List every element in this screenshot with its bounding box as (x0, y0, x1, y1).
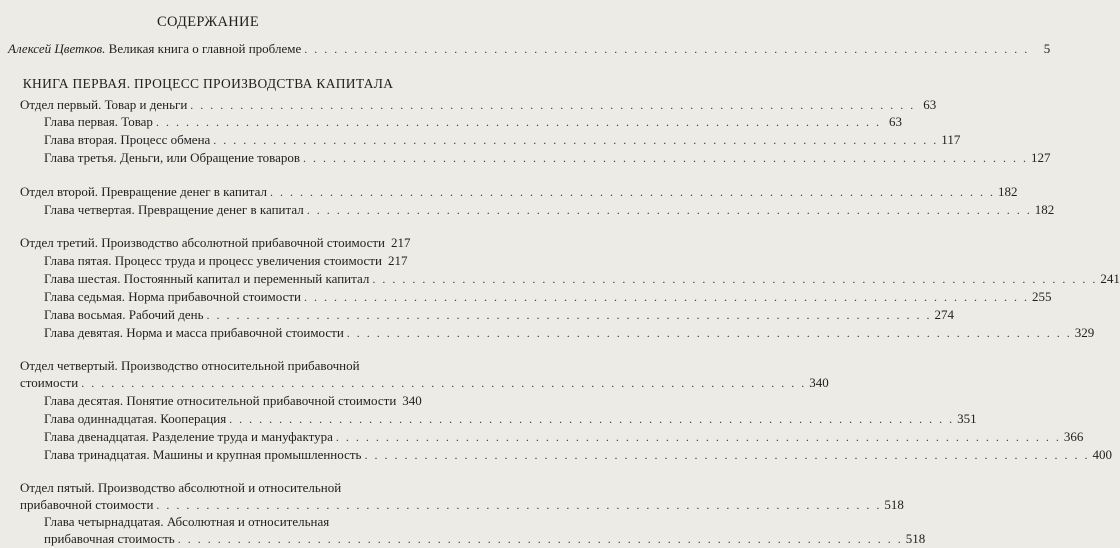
dot-leader (364, 447, 1089, 464)
dot-leader (156, 497, 881, 514)
dot-leader (372, 271, 1097, 288)
toc-entry-chapter-6: Глава шестая. Постоянный капитал и переменный капитал . . . 241 (44, 270, 406, 287)
book-title: КНИГА ПЕРВАЯ. ПРОЦЕСС ПРОИЗВОДСТВА КАПИТАЛА (22, 76, 394, 91)
toc-entry-part-4: стоимости . . . 340 (20, 374, 406, 391)
toc-entry-chapter-14: прибавочная стоимость . . . 518 (44, 530, 406, 547)
toc-entry-chapter-11: Глава одиннадцатая. Кооперация . . . 351 (44, 410, 406, 427)
dot-leader (213, 132, 938, 149)
dot-leader (190, 97, 915, 114)
toc-entry-part-5-line1: Отдел пятый. Производство абсолютной и относительной (20, 480, 342, 495)
toc-entry-chapter-4: Глава четвертая. Превращение денег в капитал . . . 182 (44, 201, 406, 218)
dot-leader (303, 150, 1028, 167)
toc-entry-chapter-12: Глава двенадцатая. Разделение труда и мануфактура . . . 366 (44, 428, 406, 445)
toc-entry-part-2: Отдел второй. Превращение денег в капитал . . . 182 (20, 183, 406, 200)
intro-author: Алексей Цветков. (8, 41, 106, 56)
toc-entry-chapter-1: Глава первая. Товар . . . 63 (44, 113, 406, 130)
page-number: 5 (1043, 41, 1051, 56)
dot-leader (178, 531, 903, 548)
toc-entry-chapter-8: Глава восьмая. Рабочий день . . . 274 (44, 306, 406, 323)
toc-entry-chapter-2: Глава вторая. Процесс обмена . . . 117 (44, 131, 406, 148)
toc-title: СОДЕРЖАНИЕ (157, 14, 259, 30)
toc-entry-chapter-14-line1: Глава четырнадцатая. Абсолютная и относительная (44, 514, 330, 529)
toc-entry-part-3: Отдел третий. Производство абсолютной прибавочной стоимости 217 (20, 235, 411, 250)
dot-leader (156, 114, 881, 131)
toc-entry-chapter-9: Глава девятая. Норма и масса прибавочной стоимости . . . 329 (44, 324, 406, 341)
dot-leader (81, 375, 806, 392)
dot-leader (307, 202, 1032, 219)
intro-title: Великая книга о главной проблеме (105, 41, 302, 56)
toc-entry-intro (8, 40, 1051, 57)
dot-leader (336, 429, 1061, 446)
dot-leader (229, 411, 954, 428)
dot-leader (347, 325, 1072, 342)
toc-entry-chapter-3: Глава третья. Деньги, или Обращение товаров . . . 127 (44, 149, 406, 166)
toc-entry-part-1: Отдел первый. Товар и деньги . . . 63 (20, 96, 406, 113)
dot-leader (207, 307, 932, 324)
dot-leader (270, 184, 995, 201)
dot-leader (304, 41, 1029, 58)
toc-entry-chapter-10: Глава десятая. Понятие относительной прибавочной стоимости 340 (44, 393, 422, 408)
toc-entry-chapter-13: Глава тринадцатая. Машины и крупная промышленность . . . 400 (44, 446, 406, 463)
toc-entry-chapter-5: Глава пятая. Процесс труда и процесс увеличения стоимости 217 (44, 253, 408, 268)
toc-entry-part-4-line1: Отдел четвертый. Производство относительной прибавочной (20, 358, 360, 373)
dot-leader (304, 289, 1029, 306)
toc-entry-part-5: прибавочной стоимости . . . 518 (20, 496, 406, 513)
toc-entry-chapter-7: Глава седьмая. Норма прибавочной стоимости . . . 255 (44, 288, 406, 305)
